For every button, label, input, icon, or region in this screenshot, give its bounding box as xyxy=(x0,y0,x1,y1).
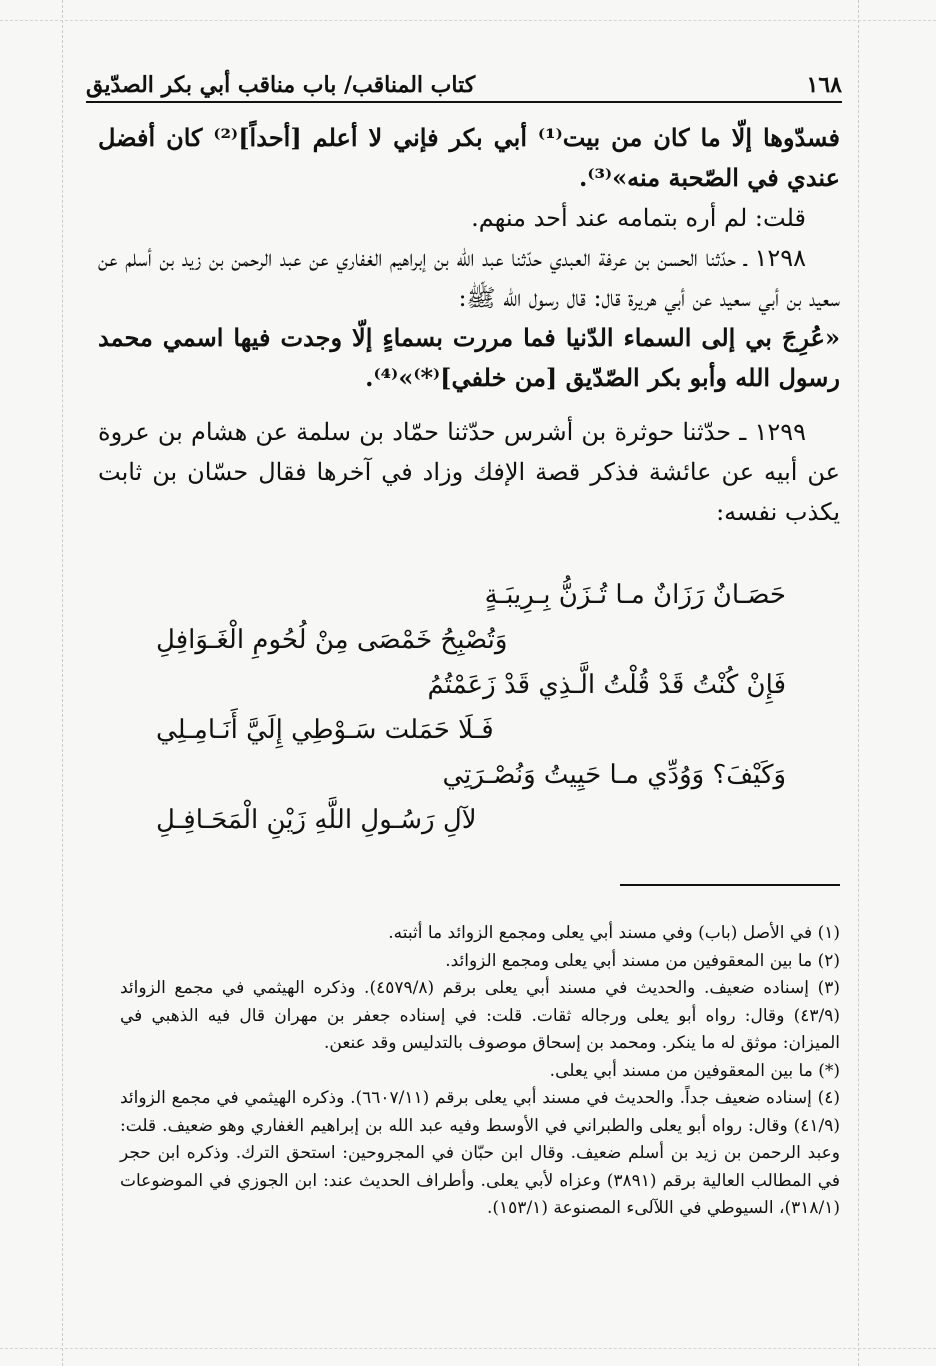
poem-hemistich: وَتُصْبِحُ خَمْصَى مِنْ لُحُومِ الْغَـوَافِلِ xyxy=(156,625,508,655)
hadith-1298-matn: «عُرِجَ بي إلى السماء الدّنيا فما مررت بسماءٍ إلّا وجدت فيها اسمي محمد رسول الله وأبو بكر الصّدّيق [من خلفي]⁽*⁾»⁽⁴⁾. xyxy=(98,323,840,392)
footnotes xyxy=(120,920,840,1223)
poem-hemistich: حَصَـانٌ رَزَانٌ مـا تُـزَنُّ بِـرِيبَـةٍ xyxy=(484,580,786,610)
footnote: (٤) إسناده ضعيف جداً. والحديث في مسند أبي يعلى برقم (٦٦٠٧/١١). وذكره الهيثمي في مجمع الزوائد (٤١/٩) وقال: رواه أبو يعلى والطبراني في الأوسط وفيه عبد الله بن إبراهيم الغفاري وهو ضعيف. قلت: وعبد الرحمن بن زيد بن أسلم ضعيف. وقال ابن حبّان في المجروحين: استحق الترك. وذكره ابن حجر في المطالب العالية برقم (٣٨٩١) وعزاه لأبي يعلى. وأطراف الحديث عند: ابن الجوزي في الموضوعات (٣١٨/١)، السيوطي في اللآلىء المصنوعة (١٥٣/١). xyxy=(120,1088,840,1218)
page-number: ١٦٨ xyxy=(806,72,842,98)
poem xyxy=(146,573,786,843)
poem-hemistich: لآلِ رَسُـولِ اللَّهِ زَيْنِ الْمَحَـافِـلِ xyxy=(156,805,477,835)
page-header xyxy=(86,62,842,98)
footnote: (٢) ما بين المعقوفين من مسند أبي يعلى ومجمع الزوائد. xyxy=(445,950,840,971)
poem-hemistich: فَـلَا حَمَلت سَـوْطِي إِلَيَّ أَنَـامِـلِي xyxy=(156,715,494,745)
hadith-1298-isnad: ١٢٩٨ ـ حدّثنا الحسن بن عرفة العبدي حدّثنا عبد الله بن إبراهيم الغفاري عن عبد الرحمن بن زيد بن أسلم عن سعيد بن أبي سعيد عن أبي هريرة قال: قال رسول الله ﷺ: xyxy=(98,244,840,312)
author-comment: قلت: لم أره بتمامه عند أحد منهم. xyxy=(471,204,806,232)
scan-guide-line xyxy=(0,20,936,21)
scan-guide-line xyxy=(0,1348,936,1349)
poem-hemistich: فَإِنْ كُنْتُ قَدْ قُلْتُ الَّـذِي قَدْ زَعَمْتُمُ xyxy=(427,670,786,700)
scan-guide-line xyxy=(62,0,63,1366)
hadith-text-1: فسدّوها إلّا ما كان من بيت⁽¹⁾ أبي بكر فإني لا أعلم [أحداً]⁽²⁾ كان أفضل عندي في الصّحبة منه»⁽³⁾. xyxy=(98,123,840,192)
footnote: (٣) إسناده ضعيف. والحديث في مسند أبي يعلى برقم (٤٥٧٩/٨). وذكره الهيثمي في مجمع الزوائد (٤٣/٩) وقال: رواه أبو يعلى ورجاله ثقات. قلت: في إسناده جعفر بن مهران قال فيه الذهبي في الميزان: موثق له ما ينكر. ومحمد بن إسحاق موصوف بالتدليس وقد عنعن. xyxy=(120,978,840,1053)
hadith-1299-isnad: ١٢٩٩ ـ حدّثنا حوثرة بن أشرس حدّثنا حمّاد بن سلمة عن هشام بن عروة عن أبيه عن عائشة فذكر قصة الإفك وزاد في آخرها فقال حسّان بن ثابت يكذب نفسه: xyxy=(98,418,840,526)
footnote: (١) في الأصل (باب) وفي مسند أبي يعلى ومجمع الزوائد ما أثبته. xyxy=(388,923,840,943)
poem-hemistich: وَكَيْفَ؟ وَوُدِّي مـا حَيِيتُ وَنُصْـرَتِي xyxy=(442,760,786,790)
main-text xyxy=(98,118,840,532)
footnote: (*) ما بين المعقوفين من مسند أبي يعلى. xyxy=(549,1060,840,1081)
paragraph-gap xyxy=(98,398,840,412)
footnote-rule xyxy=(620,884,840,886)
scan-guide-line xyxy=(858,0,859,1366)
running-title: كتاب المناقب/ باب مناقب أبي بكر الصدّيق xyxy=(86,72,476,98)
header-rule xyxy=(86,101,842,103)
